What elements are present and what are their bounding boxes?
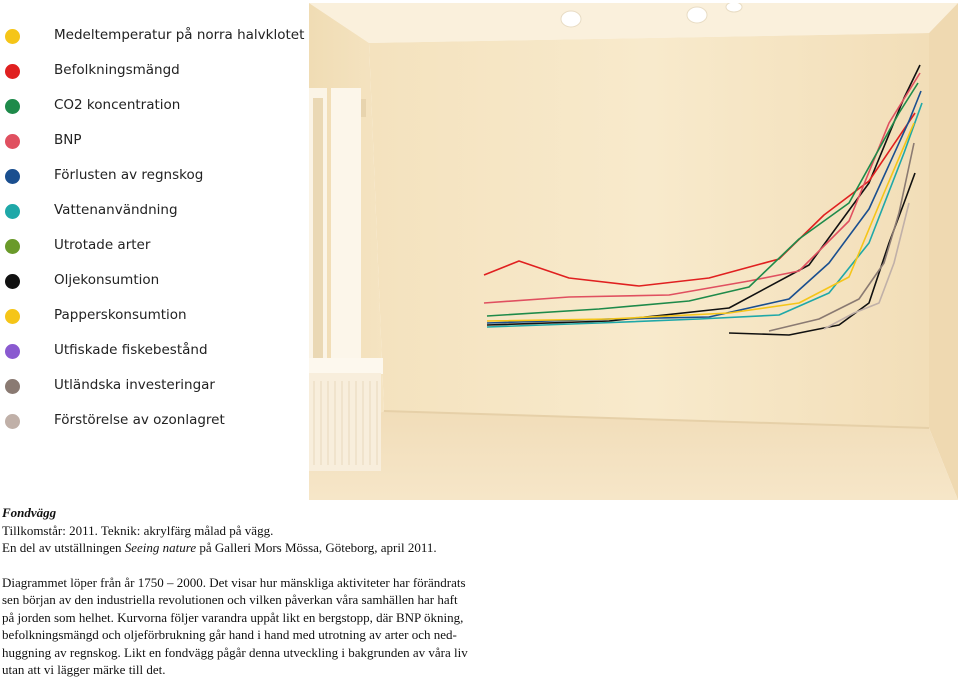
caption-line xyxy=(2,539,562,557)
legend-item xyxy=(0,265,300,295)
legend-item xyxy=(0,230,300,260)
legend-dot xyxy=(5,414,20,429)
legend-label: Utrotade arter xyxy=(54,237,151,253)
legend-item xyxy=(0,335,300,365)
legend-item xyxy=(0,160,300,190)
caption xyxy=(2,504,562,679)
legend-item xyxy=(0,20,305,50)
legend-item xyxy=(0,195,300,225)
legend-label: Vattenanvändning xyxy=(54,202,178,218)
legend-item xyxy=(0,55,300,85)
legend-dot xyxy=(5,239,20,254)
caption-title: Fondvägg xyxy=(2,505,57,520)
body-line: Diagrammet löper från år 1750 – 2000. Det visar hur mänskliga aktiviteter har förändrats xyxy=(2,574,466,590)
legend-dot xyxy=(5,64,20,79)
legend-dot xyxy=(5,309,20,324)
body-line: utan att vi lägger märke till det. xyxy=(2,662,166,677)
legend-label: Papperskonsumtion xyxy=(54,307,187,323)
legend-dot xyxy=(5,29,20,44)
legend-dot xyxy=(5,169,20,184)
body-line: befolkningsmängd och oljeförbrukning går hand i hand med utrotning av arter och ned- xyxy=(2,627,457,642)
body-line: sen början av den industriella revolutionen och vilken påverkan våra samhällen har haft xyxy=(2,592,458,607)
legend-label: Utfiskade fiskebestånd xyxy=(54,342,208,358)
legend-label: Förstörelse av ozonlagret xyxy=(54,412,225,428)
exhibition-name: Seeing nature xyxy=(124,540,197,555)
legend-item xyxy=(0,300,300,330)
body-line: på jorden som helhet. Kurvorna följer varandra uppåt likt en bergstopp, där BNP ökning, xyxy=(2,609,464,625)
legend-label: Förlusten av regnskog xyxy=(54,167,204,183)
caption-text: En del av utställningen xyxy=(2,540,125,555)
legend-item xyxy=(0,370,300,400)
legend-dot xyxy=(5,344,20,359)
legend-label: Medeltemperatur på norra halvklotet xyxy=(54,27,305,43)
legend-label: Oljekonsumtion xyxy=(54,272,160,288)
caption-line: Tillkomstår: 2011. Teknik: akrylfärg målad på vägg. xyxy=(2,522,274,538)
legend-dot xyxy=(5,379,20,394)
legend-dot xyxy=(5,204,20,219)
legend-dot xyxy=(5,274,20,289)
legend-label: Utländska investeringar xyxy=(54,377,215,393)
gallery-photo xyxy=(309,3,958,500)
legend-label: Befolkningsmängd xyxy=(54,62,180,78)
legend-dot xyxy=(5,134,20,149)
legend-label: CO2 koncentration xyxy=(54,97,181,113)
body-line: huggning av regnskog. Likt en fondvägg pågår denna utveckling i bakgrunden av våra liv xyxy=(2,644,468,660)
caption-text: på Galleri Mors Mössa, Göteborg, april 2011. xyxy=(196,540,437,555)
gallery-photo-illustration xyxy=(309,3,958,500)
legend-item xyxy=(0,125,300,155)
legend-label: BNP xyxy=(54,132,82,148)
legend-dot xyxy=(5,99,20,114)
legend-item xyxy=(0,90,300,120)
legend-item xyxy=(0,405,300,435)
